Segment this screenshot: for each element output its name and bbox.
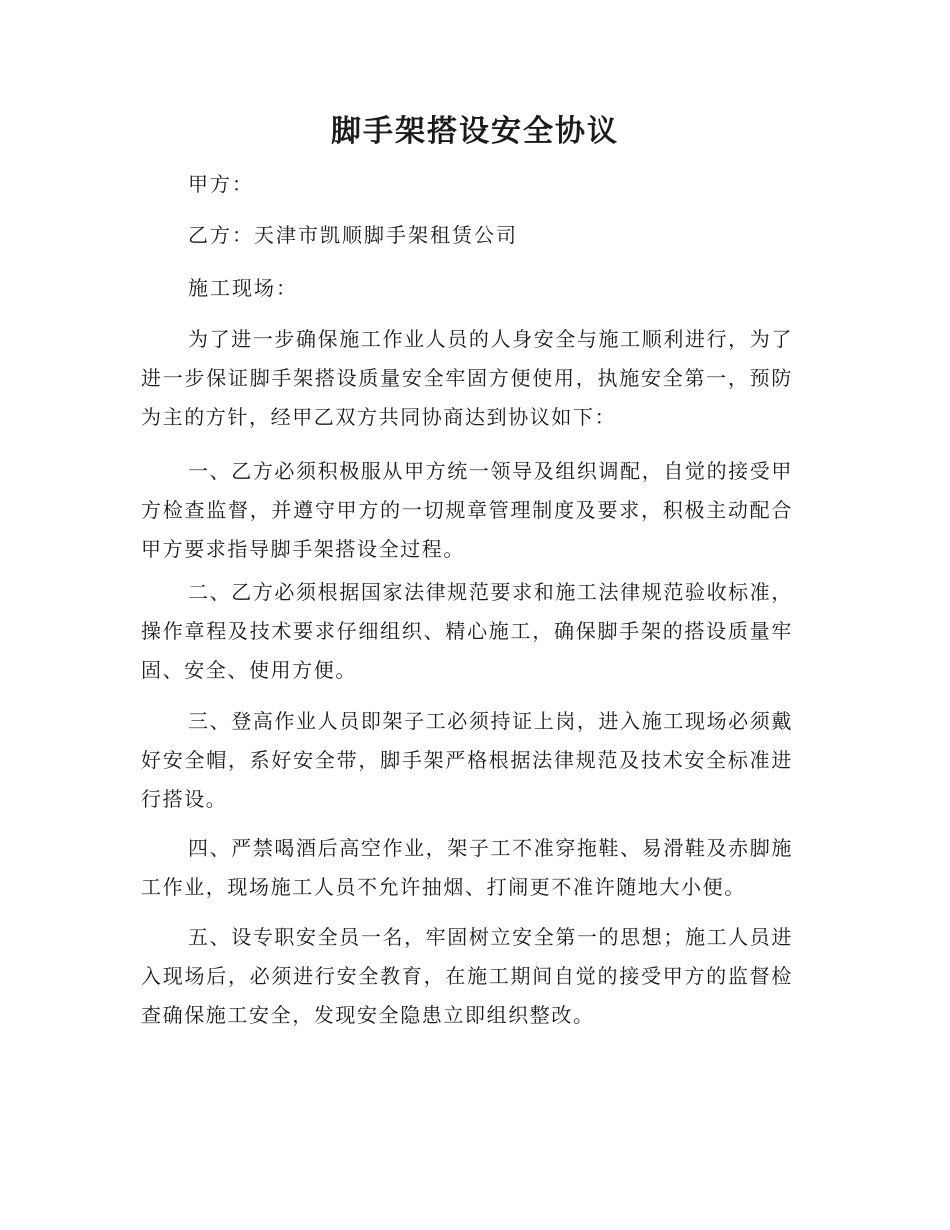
party-a-label: 甲方：	[188, 172, 254, 196]
clause-2-paragraph: 二、乙方必须根据国家法律规范要求和施工法律规范验收标准，操作章程及技术要求仔细组织、精心施工，确保脚手架的搭设质量牢固、安全、使用方便。	[141, 580, 793, 682]
site-line	[188, 276, 298, 300]
party-b-line	[188, 223, 518, 247]
clause-3-paragraph: 三、登高作业人员即架子工必须持证上岗，进入施工现场必须戴好安全帽，系好安全带，脚手架严格根据法律规范及技术安全标准进行搭设。	[141, 709, 793, 811]
clause-5-paragraph: 五、设专职安全员一名，牢固树立安全第一的思想；施工人员进入现场后，必须进行安全教育，在施工期间自觉的接受甲方的监督检查确保施工安全，发现安全隐患立即组织整改。	[141, 925, 793, 1027]
party-a-line	[188, 172, 254, 196]
intro-paragraph: 为了进一步确保施工作业人员的人身安全与施工顺利进行，为了进一步保证脚手架搭设质量安全牢固方便使用，执施安全第一，预防为主的方针，经甲乙双方共同协商达到协议如下：	[141, 327, 793, 429]
party-b-label: 乙方：	[188, 223, 254, 247]
site-label: 施工现场：	[188, 276, 298, 300]
clause-1-paragraph: 一、乙方必须积极服从甲方统一领导及组织调配，自觉的接受甲方检查监督，并遵守甲方的一切规章管理制度及要求，积极主动配合甲方要求指导脚手架搭设全过程。	[141, 459, 793, 561]
document-title: 脚手架搭设安全协议	[331, 114, 619, 149]
clause-4-paragraph: 四、严禁喝酒后高空作业，架子工不准穿拖鞋、易滑鞋及赤脚施工作业，现场施工人员不允许抽烟、打闹更不准许随地大小便。	[141, 836, 793, 899]
party-b-name: 天津市凯顺脚手架租赁公司	[254, 223, 518, 247]
